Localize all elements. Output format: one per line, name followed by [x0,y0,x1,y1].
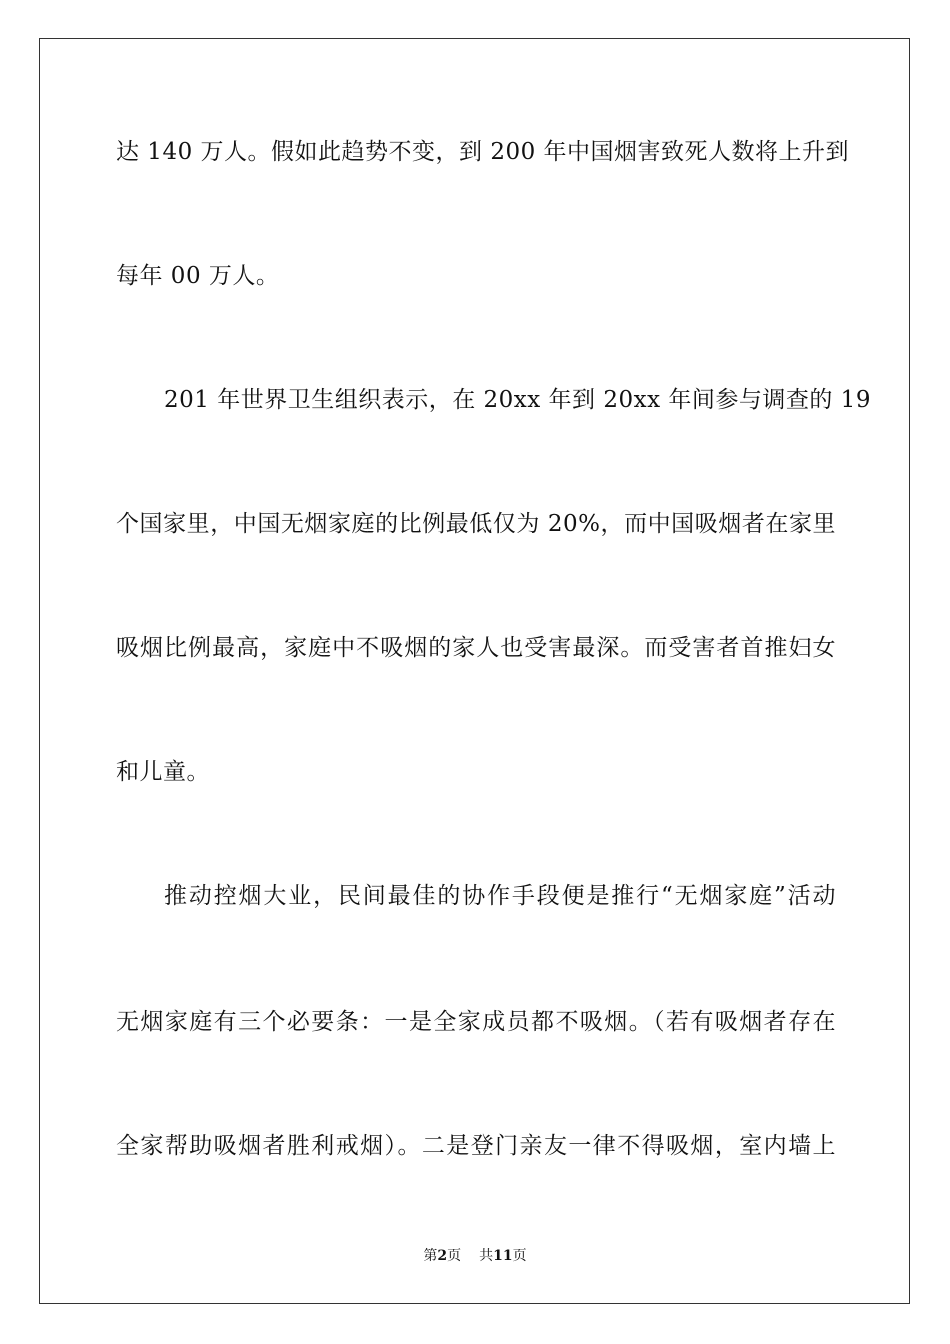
footer-total-suffix: 页 [512,1248,527,1264]
body-line: 达 140 万人。假如此趋势不变，到 200 年中国烟害致死人数将上升到 [116,139,850,165]
body-line: 吸烟比例最高，家庭中不吸烟的家人也受害最深。而受害者首推妇女 [116,635,836,661]
body-line: 201 年世界卫生组织表示，在 20xx 年到 20xx 年间参与调查的 19 [164,387,871,413]
body-line: 每年 00 万人。 [116,263,280,289]
page-footer [0,1247,950,1265]
page-frame [39,38,910,1304]
footer-total-prefix: 共 [479,1248,494,1264]
body-line: 无烟家庭有三个必要条：一是全家成员都不吸烟。（若有吸烟者存在 [116,1009,836,1035]
footer-page-prefix: 第 [423,1248,438,1264]
body-line: 和儿童。 [116,759,210,785]
body-line: 个国家里，中国无烟家庭的比例最低仅为 20%，而中国吸烟者在家里 [116,511,836,537]
footer-page-number: 2 [437,1248,448,1264]
body-line: 全家帮助吸烟者胜利戒烟）。二是登门亲友一律不得吸烟，室内墙上 [116,1133,836,1159]
footer-page-suffix: 页 [447,1248,462,1264]
footer-total-pages: 11 [493,1248,513,1264]
body-line: 推动控烟大业，民间最佳的协作手段便是推行“无烟家庭”活动 [164,883,836,909]
